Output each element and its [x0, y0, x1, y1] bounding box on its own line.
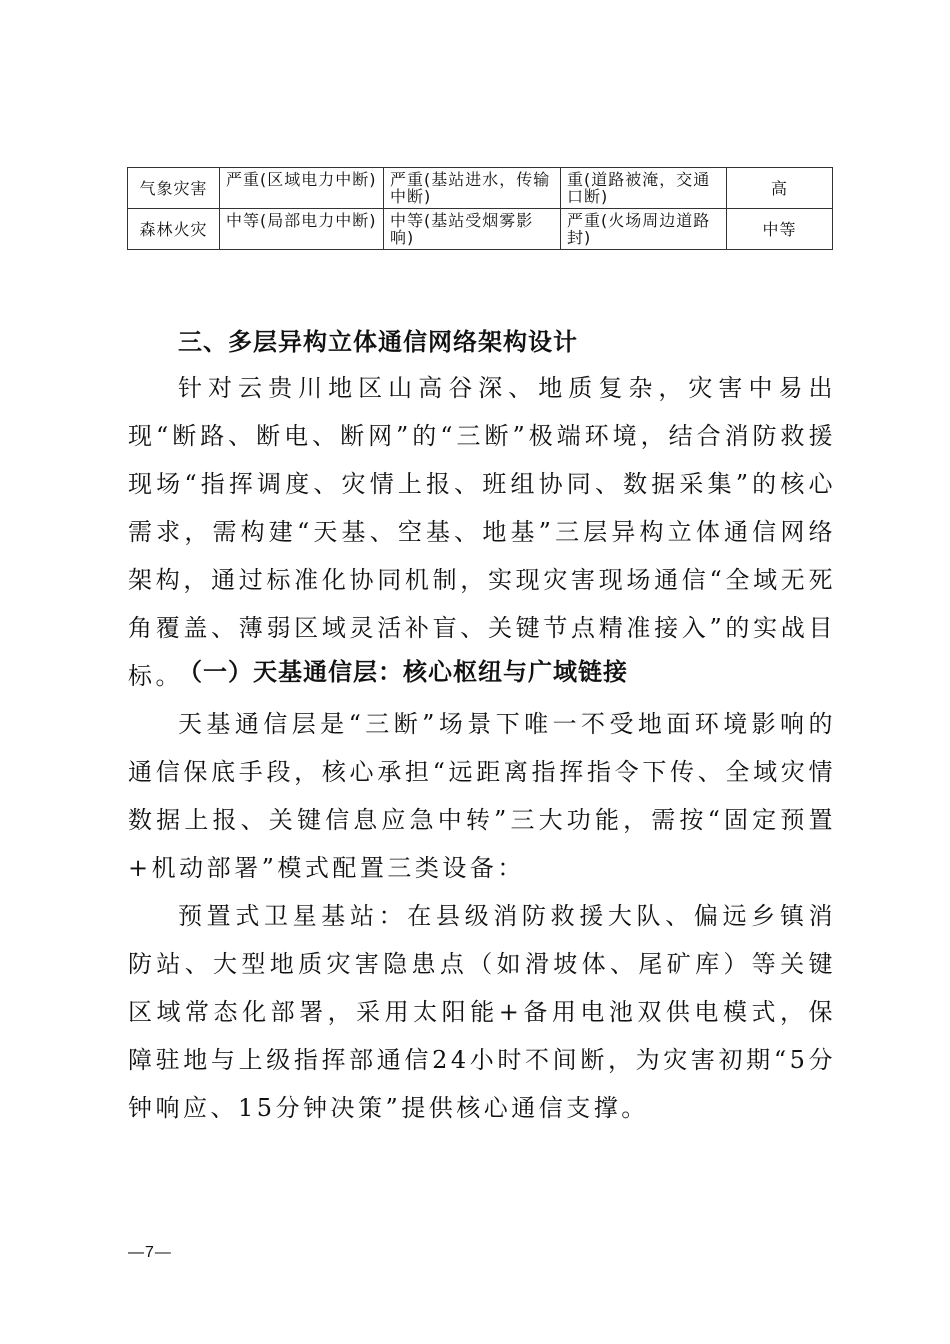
- intro-paragraph: 针对云贵川地区山高谷深、地质复杂，灾害中易出现“断路、断电、断网”的“三断”极端环境，结合消防救援现场“指挥调度、灾情上报、班组协同、数据采集”的核心需求，需构建“天基、空基、地基”三层异构立体通信网络架构，通过标准化协同机制，实现灾害现场通信“全域无死角覆盖、薄弱区域灵活补盲、关键节点精准接入”的实战目标。: [128, 374, 836, 690]
- table-cell: 高: [727, 168, 833, 209]
- table-cell: 中等: [727, 209, 833, 250]
- table-cell: 中等(局部电力中断): [220, 209, 384, 250]
- table-cell: 严重(火场周边道路封): [561, 209, 727, 250]
- table-row: [128, 168, 833, 209]
- subsection-heading: （一）天基通信层：核心枢纽与广域链接: [178, 658, 628, 686]
- table-row: [128, 209, 833, 250]
- table-cell: 重(道路被淹，交通口断): [561, 168, 727, 209]
- page-number: —7—: [128, 1244, 172, 1261]
- section-heading: 三、多层异构立体通信网络架构设计: [178, 328, 578, 356]
- table-cell: 严重(基站进水，传输中断): [384, 168, 561, 209]
- disaster-impact-table: [127, 167, 833, 250]
- body-paragraph: 预置式卫星基站：在县级消防救援大队、偏远乡镇消防站、大型地质灾害隐患点（如滑坡体、尾矿库）等关键区域常态化部署，采用太阳能+备用电池双供电模式，保障驻地与上级指挥部通信24小时不间断，为灾害初期“5分钟响应、15分钟决策”提供核心通信支撑。: [128, 902, 836, 1122]
- table-cell: 森林火灾: [128, 209, 220, 250]
- table-cell: 气象灾害: [128, 168, 220, 209]
- body-paragraph: 天基通信层是“三断”场景下唯一不受地面环境影响的通信保底手段，核心承担“远距离指挥指令下传、全域灾情数据上报、关键信息应急中转”三大功能，需按“固定预置+机动部署”模式配置三类设备：: [128, 710, 836, 882]
- table-cell: 严重(区域电力中断): [220, 168, 384, 209]
- table-cell: 中等(基站受烟雾影响): [384, 209, 561, 250]
